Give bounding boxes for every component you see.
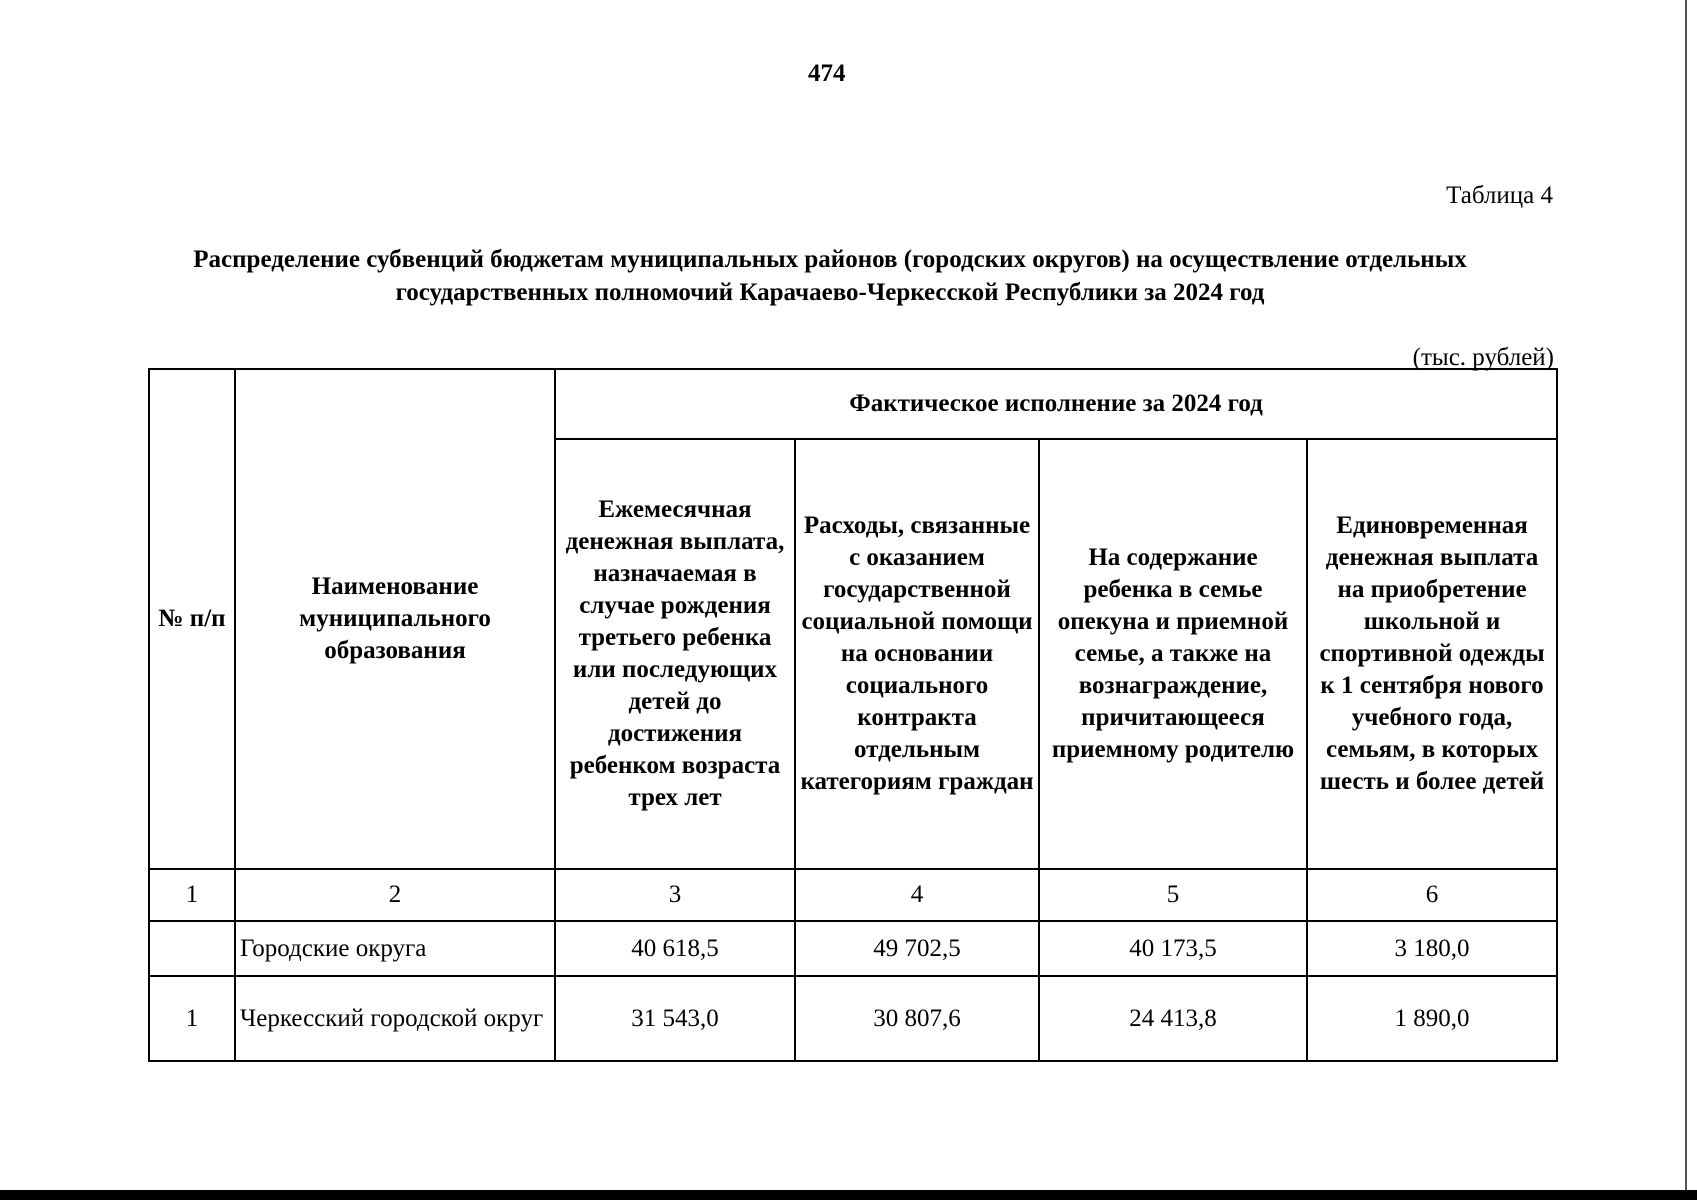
- value-social-contract: 49 702,5: [795, 921, 1039, 976]
- value-foster-care: 24 413,8: [1039, 976, 1307, 1061]
- units-label: (тыс. рублей): [1412, 344, 1554, 371]
- value-social-contract: 30 807,6: [795, 976, 1039, 1061]
- column-number: 1: [149, 869, 235, 921]
- row-number: [149, 921, 235, 976]
- column-numbering-row: [149, 869, 1557, 921]
- column-number: 2: [235, 869, 555, 921]
- page-number: 474: [808, 60, 846, 87]
- table-row: [149, 976, 1557, 1061]
- value-monthly-payment: 40 618,5: [555, 921, 795, 976]
- column-number: 4: [795, 869, 1039, 921]
- row-number: 1: [149, 976, 235, 1061]
- header-number: № п/п: [149, 369, 235, 869]
- table-row: [149, 921, 1557, 976]
- page-edge-line: [1685, 0, 1687, 1190]
- municipality-name: Черкесский городской округ: [235, 976, 555, 1061]
- header-monthly-payment: Ежемесячная денежная выплата, назначаемая в случае рождения третьего ребенка или последующих детей до достижения ребенком возраста трех лет: [555, 439, 795, 869]
- column-number: 5: [1039, 869, 1307, 921]
- value-foster-care: 40 173,5: [1039, 921, 1307, 976]
- header-school-clothing: Единовременная денежная выплата на приобретение школьной и спортивной одежды к 1 сентября нового учебного года, семьям, в которых шесть и более детей: [1307, 439, 1557, 869]
- scan-bottom-border: [0, 1190, 1697, 1200]
- document-title: Распределение субвенций бюджетам муниципальных районов (городских округов) на осуществление отдельных государственных полномочий Карачаево-Черкесской Республики за 2024 год: [193, 246, 1467, 306]
- value-school-clothing: 3 180,0: [1307, 921, 1557, 976]
- column-number: 6: [1307, 869, 1557, 921]
- value-monthly-payment: 31 543,0: [555, 976, 795, 1061]
- column-number: 3: [555, 869, 795, 921]
- header-social-contract: Расходы, связанные с оказанием государственной социальной помощи на основании социального контракта отдельным категориям граждан: [795, 439, 1039, 869]
- table-label: Таблица 4: [1446, 182, 1553, 209]
- header-foster-care: На содержание ребенка в семье опекуна и приемной семье, а также на вознаграждение, причитающееся приемному родителю: [1039, 439, 1307, 869]
- header-actual-execution: Фактическое исполнение за 2024 год: [555, 369, 1557, 439]
- municipality-name: Городские округа: [235, 921, 555, 976]
- value-school-clothing: 1 890,0: [1307, 976, 1557, 1061]
- subvention-table: [148, 368, 1558, 1062]
- header-municipality-name: Наименование муниципального образования: [235, 369, 555, 869]
